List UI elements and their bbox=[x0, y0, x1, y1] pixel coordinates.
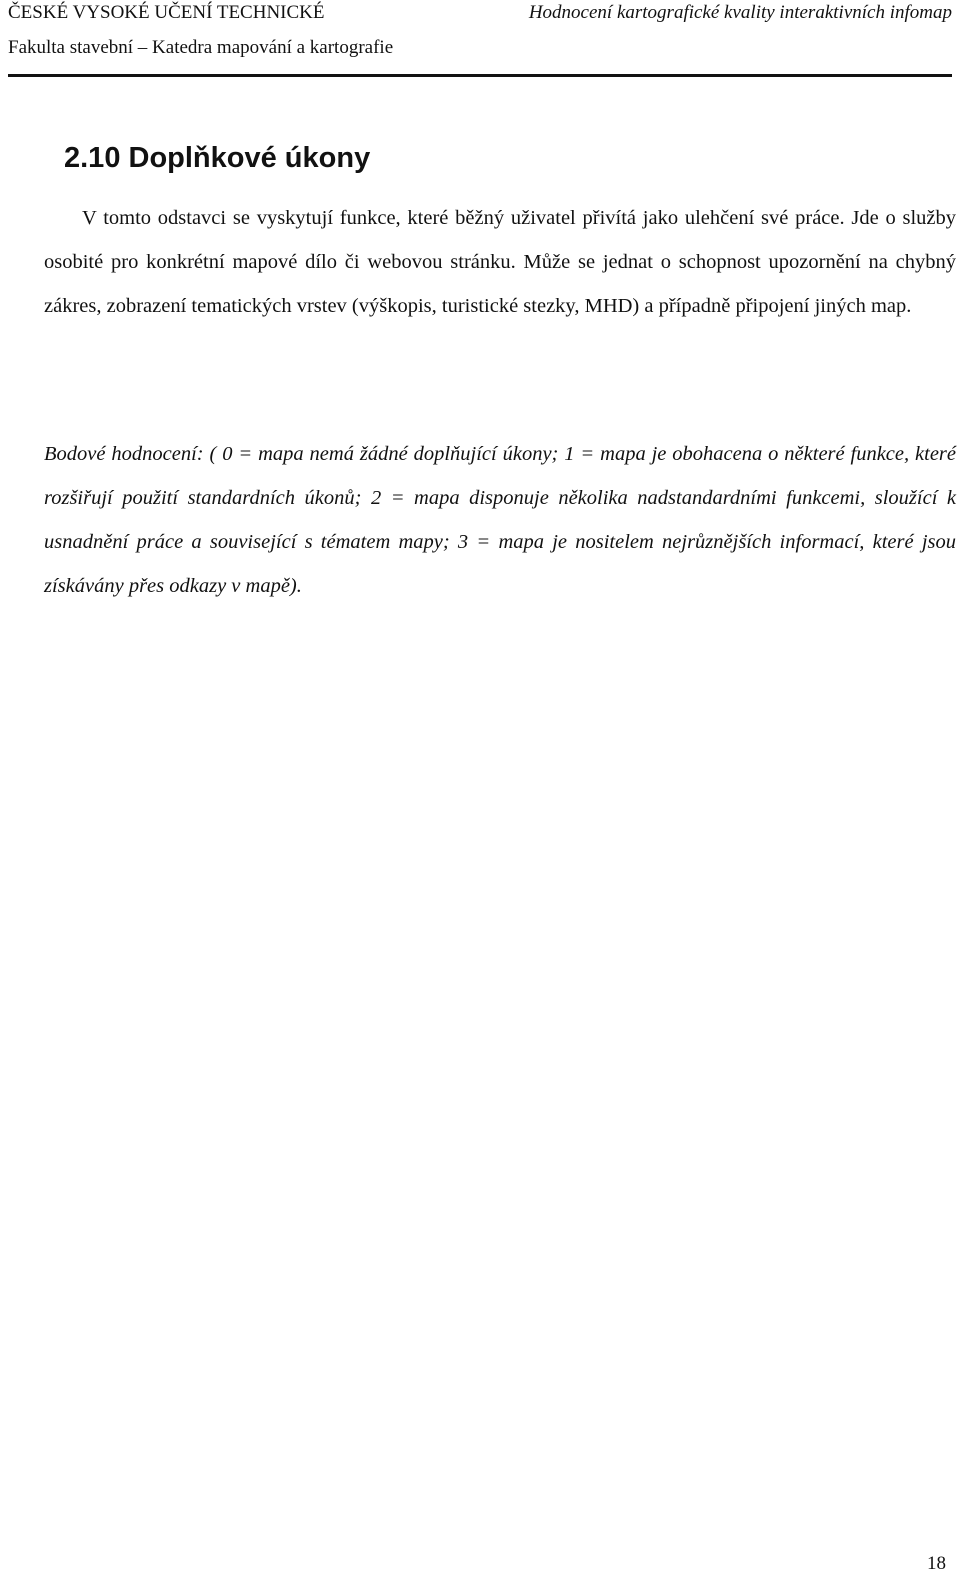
scoring-paragraph: Bodové hodnocení: ( 0 = mapa nemá žádné doplňující úkony; 1 = mapa je obohacena o některé funkce, které rozšiřují použití standardních úkonů; 2 = mapa disponuje několika nadstandardními funkcemi, sloužící k usnadnění práce a související s tématem mapy; 3 = mapa je nositelem nejrůznějších informací, které jsou získávány přes odkazy v mapě). bbox=[44, 443, 956, 597]
section-paragraph: V tomto odstavci se vyskytují funkce, které běžný uživatel přivítá jako ulehčení své práce. Jde o služby osobité pro konkrétní mapové dílo či webovou stránku. Může se jednat o schopnost upozornění na chybný zákres, zobrazení tematických vrstev (výškopis, turistické stezky, MHD) a případně připojení jiných map. bbox=[44, 207, 956, 317]
header-divider bbox=[8, 74, 952, 77]
header-institution: ČESKÉ VYSOKÉ UČENÍ TECHNICKÉ bbox=[8, 2, 325, 23]
section-heading: 2.10 Doplňkové úkony bbox=[64, 142, 371, 174]
header-document-title: Hodnocení kartografické kvality interaktivních infomap bbox=[528, 2, 952, 23]
page-number: 18 bbox=[927, 1553, 946, 1574]
header-faculty: Fakulta stavební – Katedra mapování a kartografie bbox=[8, 37, 394, 58]
